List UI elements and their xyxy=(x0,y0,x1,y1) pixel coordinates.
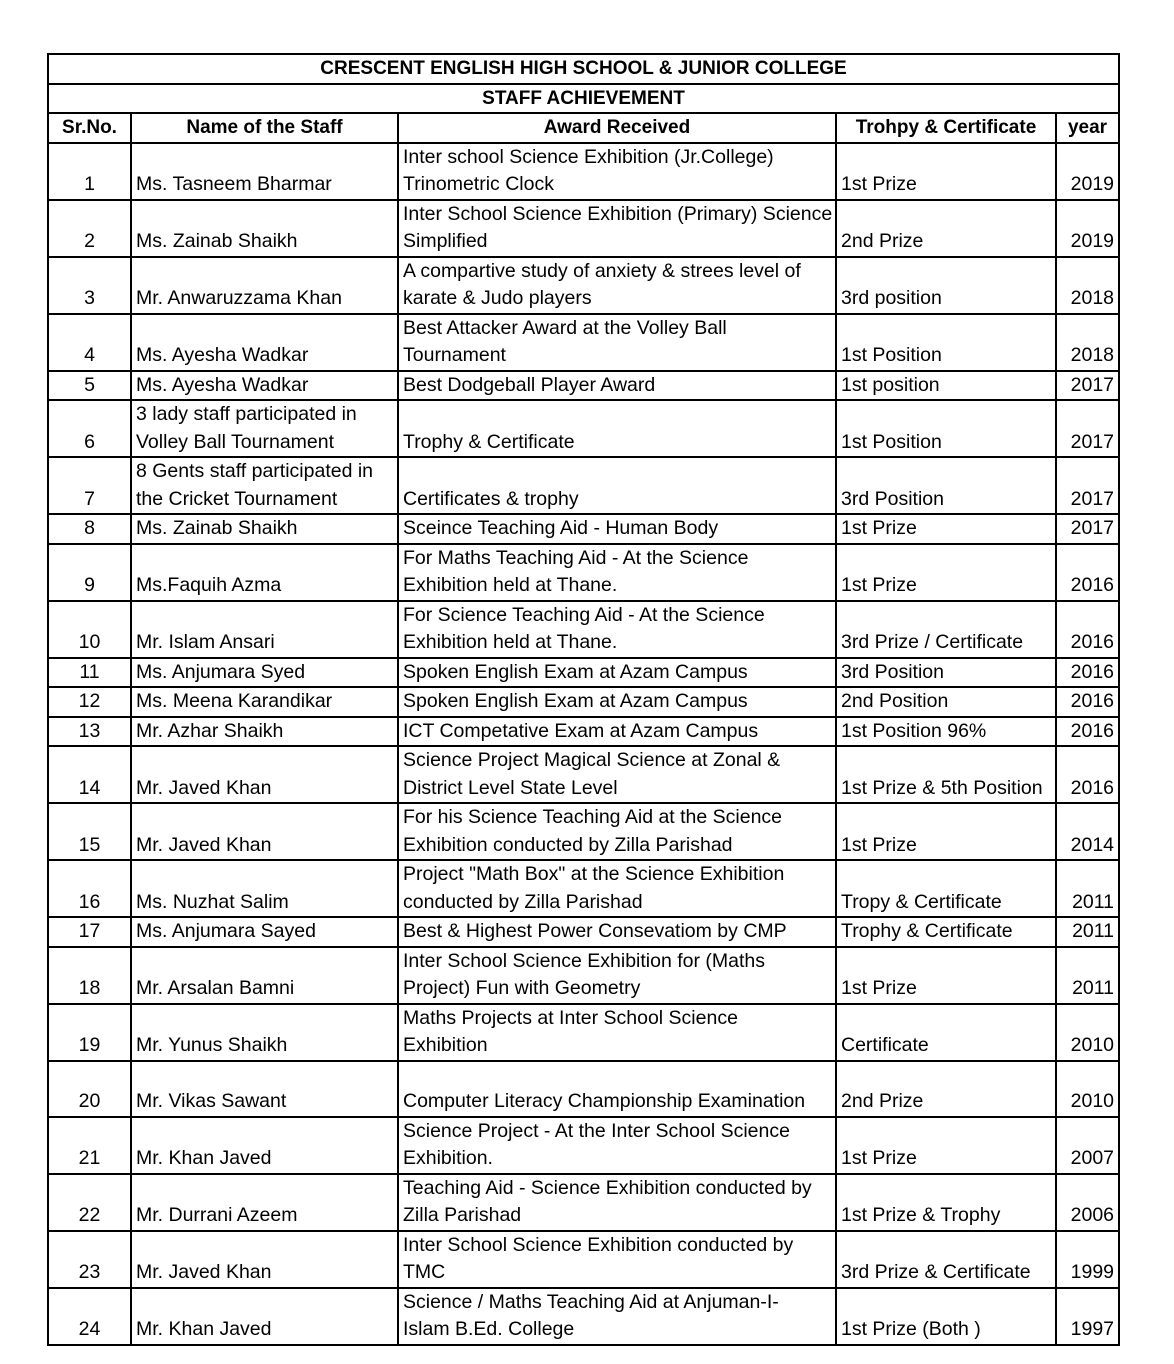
cell-staff-name-line: Ms. Meena Karandikar xyxy=(136,690,333,712)
cell-staff-name-line: Mr. Azhar Shaikh xyxy=(136,719,284,742)
cell-trophy: 1st Prize xyxy=(836,803,1056,860)
cell-year: 2016 xyxy=(1056,717,1119,747)
table-row xyxy=(48,1117,1119,1174)
cell-sr-no: 8 xyxy=(48,514,131,544)
cell-staff-name xyxy=(131,658,398,688)
cell-award-line: Inter School Science Exhibition conducted by xyxy=(403,1233,794,1256)
cell-staff-name-line: Mr. Yunus Shaikh xyxy=(136,1034,288,1056)
cell-sr-no: 4 xyxy=(48,314,131,371)
cell-award-line: Inter School Science Exhibition for (Maths xyxy=(403,949,766,972)
header-award: Award Received xyxy=(398,113,836,143)
cell-sr-no: 15 xyxy=(48,803,131,860)
cell-year: 2014 xyxy=(1056,803,1119,860)
cell-year: 2017 xyxy=(1056,514,1119,544)
cell-award-line: Exhibition conducted by Zilla Parishad xyxy=(403,833,733,856)
cell-staff-name-line: Ms. Zainab Shaikh xyxy=(136,230,298,252)
cell-year: 2016 xyxy=(1056,544,1119,601)
cell-trophy: 1st Prize & Trophy xyxy=(836,1174,1056,1231)
cell-trophy: 1st Position 96% xyxy=(836,717,1056,747)
cell-staff-name xyxy=(131,514,398,544)
table-row xyxy=(48,917,1119,947)
sheet-subtitle: STAFF ACHIEVEMENT xyxy=(48,84,1119,114)
cell-trophy: 1st Prize xyxy=(836,514,1056,544)
cell-year: 2011 xyxy=(1056,917,1119,947)
cell-staff-name-line: Mr. Javed Khan xyxy=(136,833,272,856)
cell-year: 2010 xyxy=(1056,1061,1119,1117)
cell-trophy: 1st Prize xyxy=(836,947,1056,1004)
cell-award-line: Tournament xyxy=(403,344,506,366)
cell-award xyxy=(398,601,836,658)
cell-award xyxy=(398,803,836,860)
cell-trophy: 1st Prize xyxy=(836,143,1056,200)
cell-year: 2007 xyxy=(1056,1117,1119,1174)
cell-award-line: Best Dodgeball Player Award xyxy=(403,373,656,396)
cell-award-line: Certificates & trophy xyxy=(403,487,579,510)
cell-year: 2018 xyxy=(1056,314,1119,371)
cell-year: 2006 xyxy=(1056,1174,1119,1231)
cell-sr-no: 7 xyxy=(48,457,131,514)
cell-staff-name xyxy=(131,1231,398,1288)
cell-award-line: Trophy & Certificate xyxy=(403,430,575,453)
cell-award xyxy=(398,746,836,803)
table-row xyxy=(48,947,1119,1004)
cell-trophy: 1st Position xyxy=(836,400,1056,457)
cell-staff-name-line: the Cricket Tournament xyxy=(136,487,338,510)
cell-trophy: 2nd Prize xyxy=(836,200,1056,257)
cell-award xyxy=(398,1061,836,1117)
cell-staff-name xyxy=(131,257,398,314)
cell-trophy: 3rd Prize & Certificate xyxy=(836,1231,1056,1288)
cell-trophy: 1st Prize xyxy=(836,544,1056,601)
table-row xyxy=(48,1061,1119,1117)
cell-award-line: Science / Maths Teaching Aid at Anjuman-I- xyxy=(403,1290,779,1313)
cell-staff-name xyxy=(131,143,398,200)
cell-award-line: Islam B.Ed. College xyxy=(403,1318,575,1340)
table-row xyxy=(48,1004,1119,1061)
table-row xyxy=(48,257,1119,314)
cell-award-line: A compartive study of anxiety & strees level of xyxy=(403,259,801,282)
cell-award-line: TMC xyxy=(403,1261,446,1283)
cell-staff-name-line: Ms. Tasneem Bharmar xyxy=(136,173,332,195)
cell-award xyxy=(398,143,836,200)
table-row xyxy=(48,1288,1119,1345)
cell-award-line: conducted by Zilla Parishad xyxy=(403,890,643,913)
cell-award-line: Computer Literacy Championship Examination xyxy=(403,1090,806,1112)
cell-award-line: Exhibition xyxy=(403,1034,488,1056)
cell-staff-name-line: Ms. Anjumara Sayed xyxy=(136,920,316,942)
table-row xyxy=(48,1231,1119,1288)
cell-award-line: Project "Math Box" at the Science Exhibition xyxy=(403,863,785,885)
cell-sr-no: 22 xyxy=(48,1174,131,1231)
cell-staff-name xyxy=(131,687,398,717)
cell-award-line: Trinometric Clock xyxy=(403,173,554,195)
cell-year: 2018 xyxy=(1056,257,1119,314)
cell-sr-no: 16 xyxy=(48,860,131,917)
cell-award xyxy=(398,200,836,257)
cell-staff-name xyxy=(131,1061,398,1117)
cell-award xyxy=(398,1288,836,1345)
cell-award-line: Inter School Science Exhibition (Primary) Science xyxy=(403,202,833,225)
cell-award-line: Sceince Teaching Aid - Human Body xyxy=(403,517,719,539)
cell-award xyxy=(398,917,836,947)
cell-staff-name xyxy=(131,200,398,257)
table-row xyxy=(48,717,1119,747)
cell-trophy: 1st Position xyxy=(836,314,1056,371)
cell-award-line: Simplified xyxy=(403,230,488,252)
cell-award-line: Exhibition held at Thane. xyxy=(403,631,618,653)
cell-staff-name-line: 3 lady staff participated in xyxy=(136,403,357,425)
cell-award-line: Best & Highest Power Consevatiom by CMP xyxy=(403,920,787,942)
cell-staff-name-line: Ms.Faquih Azma xyxy=(136,574,282,596)
cell-trophy: 1st Prize xyxy=(836,1117,1056,1174)
cell-staff-name-line: Ms. Anjumara Syed xyxy=(136,660,306,683)
cell-award xyxy=(398,457,836,514)
cell-staff-name-line: Ms. Zainab Shaikh xyxy=(136,517,298,539)
cell-sr-no: 21 xyxy=(48,1117,131,1174)
cell-sr-no: 13 xyxy=(48,717,131,747)
cell-trophy: 1st Prize & 5th Position xyxy=(836,746,1056,803)
cell-sr-no: 18 xyxy=(48,947,131,1004)
cell-award-line: Zilla Parishad xyxy=(403,1204,522,1226)
cell-staff-name-line: Mr. Javed Khan xyxy=(136,776,272,799)
cell-staff-name xyxy=(131,1117,398,1174)
cell-award-line: Spoken English Exam at Azam Campus xyxy=(403,660,748,683)
cell-staff-name-line: Ms. Ayesha Wadkar xyxy=(136,373,309,396)
cell-sr-no: 1 xyxy=(48,143,131,200)
cell-staff-name-line: Mr. Islam Ansari xyxy=(136,631,275,653)
cell-trophy: 3rd Prize / Certificate xyxy=(836,601,1056,658)
cell-staff-name xyxy=(131,860,398,917)
cell-award-line: Spoken English Exam at Azam Campus xyxy=(403,690,748,712)
cell-award-line: For his Science Teaching Aid at the Science xyxy=(403,806,783,828)
cell-year: 2019 xyxy=(1056,200,1119,257)
cell-staff-name xyxy=(131,601,398,658)
cell-trophy: 2nd Prize xyxy=(836,1061,1056,1117)
cell-staff-name-line: Mr. Khan Javed xyxy=(136,1147,272,1169)
table-row xyxy=(48,314,1119,371)
cell-staff-name xyxy=(131,717,398,747)
cell-year: 2016 xyxy=(1056,746,1119,803)
cell-award xyxy=(398,371,836,401)
cell-trophy: Tropy & Certificate xyxy=(836,860,1056,917)
cell-year: 2010 xyxy=(1056,1004,1119,1061)
cell-award xyxy=(398,257,836,314)
cell-trophy: 2nd Position xyxy=(836,687,1056,717)
cell-staff-name-line: Mr. Arsalan Bamni xyxy=(136,977,295,999)
cell-year: 2011 xyxy=(1056,860,1119,917)
cell-staff-name xyxy=(131,400,398,457)
cell-sr-no: 6 xyxy=(48,400,131,457)
cell-award-line: Inter school Science Exhibition (Jr.College) xyxy=(403,145,774,168)
table-row xyxy=(48,514,1119,544)
cell-sr-no: 14 xyxy=(48,746,131,803)
table-row xyxy=(48,400,1119,457)
table-row xyxy=(48,1174,1119,1231)
cell-year: 2016 xyxy=(1056,601,1119,658)
cell-award xyxy=(398,314,836,371)
table-row xyxy=(48,371,1119,401)
cell-award xyxy=(398,687,836,717)
table-row xyxy=(48,457,1119,514)
cell-award-line: ICT Competative Exam at Azam Campus xyxy=(403,719,759,742)
cell-award-line: Project) Fun with Geometry xyxy=(403,977,641,999)
cell-sr-no: 23 xyxy=(48,1231,131,1288)
cell-staff-name-line: Mr. Khan Javed xyxy=(136,1318,272,1340)
cell-sr-no: 24 xyxy=(48,1288,131,1345)
table-row xyxy=(48,544,1119,601)
cell-year: 2017 xyxy=(1056,371,1119,401)
cell-sr-no: 20 xyxy=(48,1061,131,1117)
cell-award-line: Best Attacker Award at the Volley Ball xyxy=(403,316,727,339)
cell-staff-name xyxy=(131,917,398,947)
cell-staff-name-line: Mr. Anwaruzzama Khan xyxy=(136,287,342,309)
cell-award-line: karate & Judo players xyxy=(403,287,592,309)
table-row xyxy=(48,658,1119,688)
cell-award-line: For Science Teaching Aid - At the Science xyxy=(403,603,765,626)
cell-staff-name-line: 8 Gents staff participated in xyxy=(136,460,374,482)
table-body xyxy=(48,143,1119,1345)
table-row xyxy=(48,803,1119,860)
cell-year: 2011 xyxy=(1056,947,1119,1004)
cell-award xyxy=(398,947,836,1004)
cell-sr-no: 11 xyxy=(48,658,131,688)
cell-staff-name xyxy=(131,1288,398,1345)
cell-sr-no: 19 xyxy=(48,1004,131,1061)
cell-staff-name-line: Ms. Nuzhat Salim xyxy=(136,890,289,913)
cell-award xyxy=(398,658,836,688)
cell-award-line: Science Project Magical Science at Zonal & xyxy=(403,749,781,771)
cell-trophy: 1st position xyxy=(836,371,1056,401)
cell-award-line: Teaching Aid - Science Exhibition conducted by xyxy=(403,1176,812,1199)
cell-trophy: 3rd Position xyxy=(836,658,1056,688)
cell-award xyxy=(398,544,836,601)
cell-staff-name-line: Ms. Ayesha Wadkar xyxy=(136,344,309,366)
table-row xyxy=(48,746,1119,803)
cell-staff-name xyxy=(131,803,398,860)
cell-award-line: For Maths Teaching Aid - At the Science xyxy=(403,546,749,569)
cell-year: 2019 xyxy=(1056,143,1119,200)
cell-staff-name-line: Mr. Javed Khan xyxy=(136,1261,272,1283)
table-row xyxy=(48,860,1119,917)
cell-year: 1997 xyxy=(1056,1288,1119,1345)
cell-sr-no: 2 xyxy=(48,200,131,257)
cell-sr-no: 10 xyxy=(48,601,131,658)
cell-trophy: 3rd position xyxy=(836,257,1056,314)
school-title: CRESCENT ENGLISH HIGH SCHOOL & JUNIOR COLLEGE xyxy=(48,54,1119,84)
cell-staff-name xyxy=(131,947,398,1004)
cell-award xyxy=(398,400,836,457)
cell-staff-name xyxy=(131,371,398,401)
cell-award-line: Maths Projects at Inter School Science xyxy=(403,1006,738,1029)
table-row xyxy=(48,143,1119,200)
cell-staff-name xyxy=(131,544,398,601)
cell-award xyxy=(398,860,836,917)
cell-year: 2017 xyxy=(1056,400,1119,457)
cell-sr-no: 17 xyxy=(48,917,131,947)
cell-award xyxy=(398,1174,836,1231)
cell-award-line: Science Project - At the Inter School Science xyxy=(403,1119,790,1142)
cell-trophy: 3rd Position xyxy=(836,457,1056,514)
cell-award xyxy=(398,1004,836,1061)
cell-staff-name xyxy=(131,457,398,514)
cell-award-line: Exhibition held at Thane. xyxy=(403,574,618,596)
cell-sr-no: 12 xyxy=(48,687,131,717)
cell-staff-name xyxy=(131,1174,398,1231)
cell-award xyxy=(398,1117,836,1174)
cell-year: 2017 xyxy=(1056,457,1119,514)
cell-sr-no: 9 xyxy=(48,544,131,601)
cell-staff-name xyxy=(131,746,398,803)
cell-staff-name xyxy=(131,314,398,371)
cell-award-line: Exhibition. xyxy=(403,1147,493,1169)
table-row xyxy=(48,601,1119,658)
table-row xyxy=(48,687,1119,717)
table-row xyxy=(48,200,1119,257)
cell-year: 1999 xyxy=(1056,1231,1119,1288)
cell-award xyxy=(398,514,836,544)
header-staff-name: Name of the Staff xyxy=(131,113,398,143)
cell-trophy: Trophy & Certificate xyxy=(836,917,1056,947)
cell-year: 2016 xyxy=(1056,658,1119,688)
staff-achievement-table xyxy=(47,53,1120,1346)
cell-trophy: 1st Prize (Both ) xyxy=(836,1288,1056,1345)
header-trophy: Trohpy & Certificate xyxy=(836,113,1056,143)
cell-award xyxy=(398,1231,836,1288)
cell-award xyxy=(398,717,836,747)
cell-year: 2016 xyxy=(1056,687,1119,717)
cell-staff-name xyxy=(131,1004,398,1061)
cell-award-line: District Level State Level xyxy=(403,776,618,799)
cell-sr-no: 5 xyxy=(48,371,131,401)
cell-trophy: Certificate xyxy=(836,1004,1056,1061)
cell-sr-no: 3 xyxy=(48,257,131,314)
cell-staff-name-line: Mr. Vikas Sawant xyxy=(136,1090,287,1112)
cell-staff-name-line: Volley Ball Tournament xyxy=(136,430,335,453)
header-year: year xyxy=(1056,113,1119,143)
cell-staff-name-line: Mr. Durrani Azeem xyxy=(136,1204,298,1226)
header-sr-no: Sr.No. xyxy=(48,113,131,143)
